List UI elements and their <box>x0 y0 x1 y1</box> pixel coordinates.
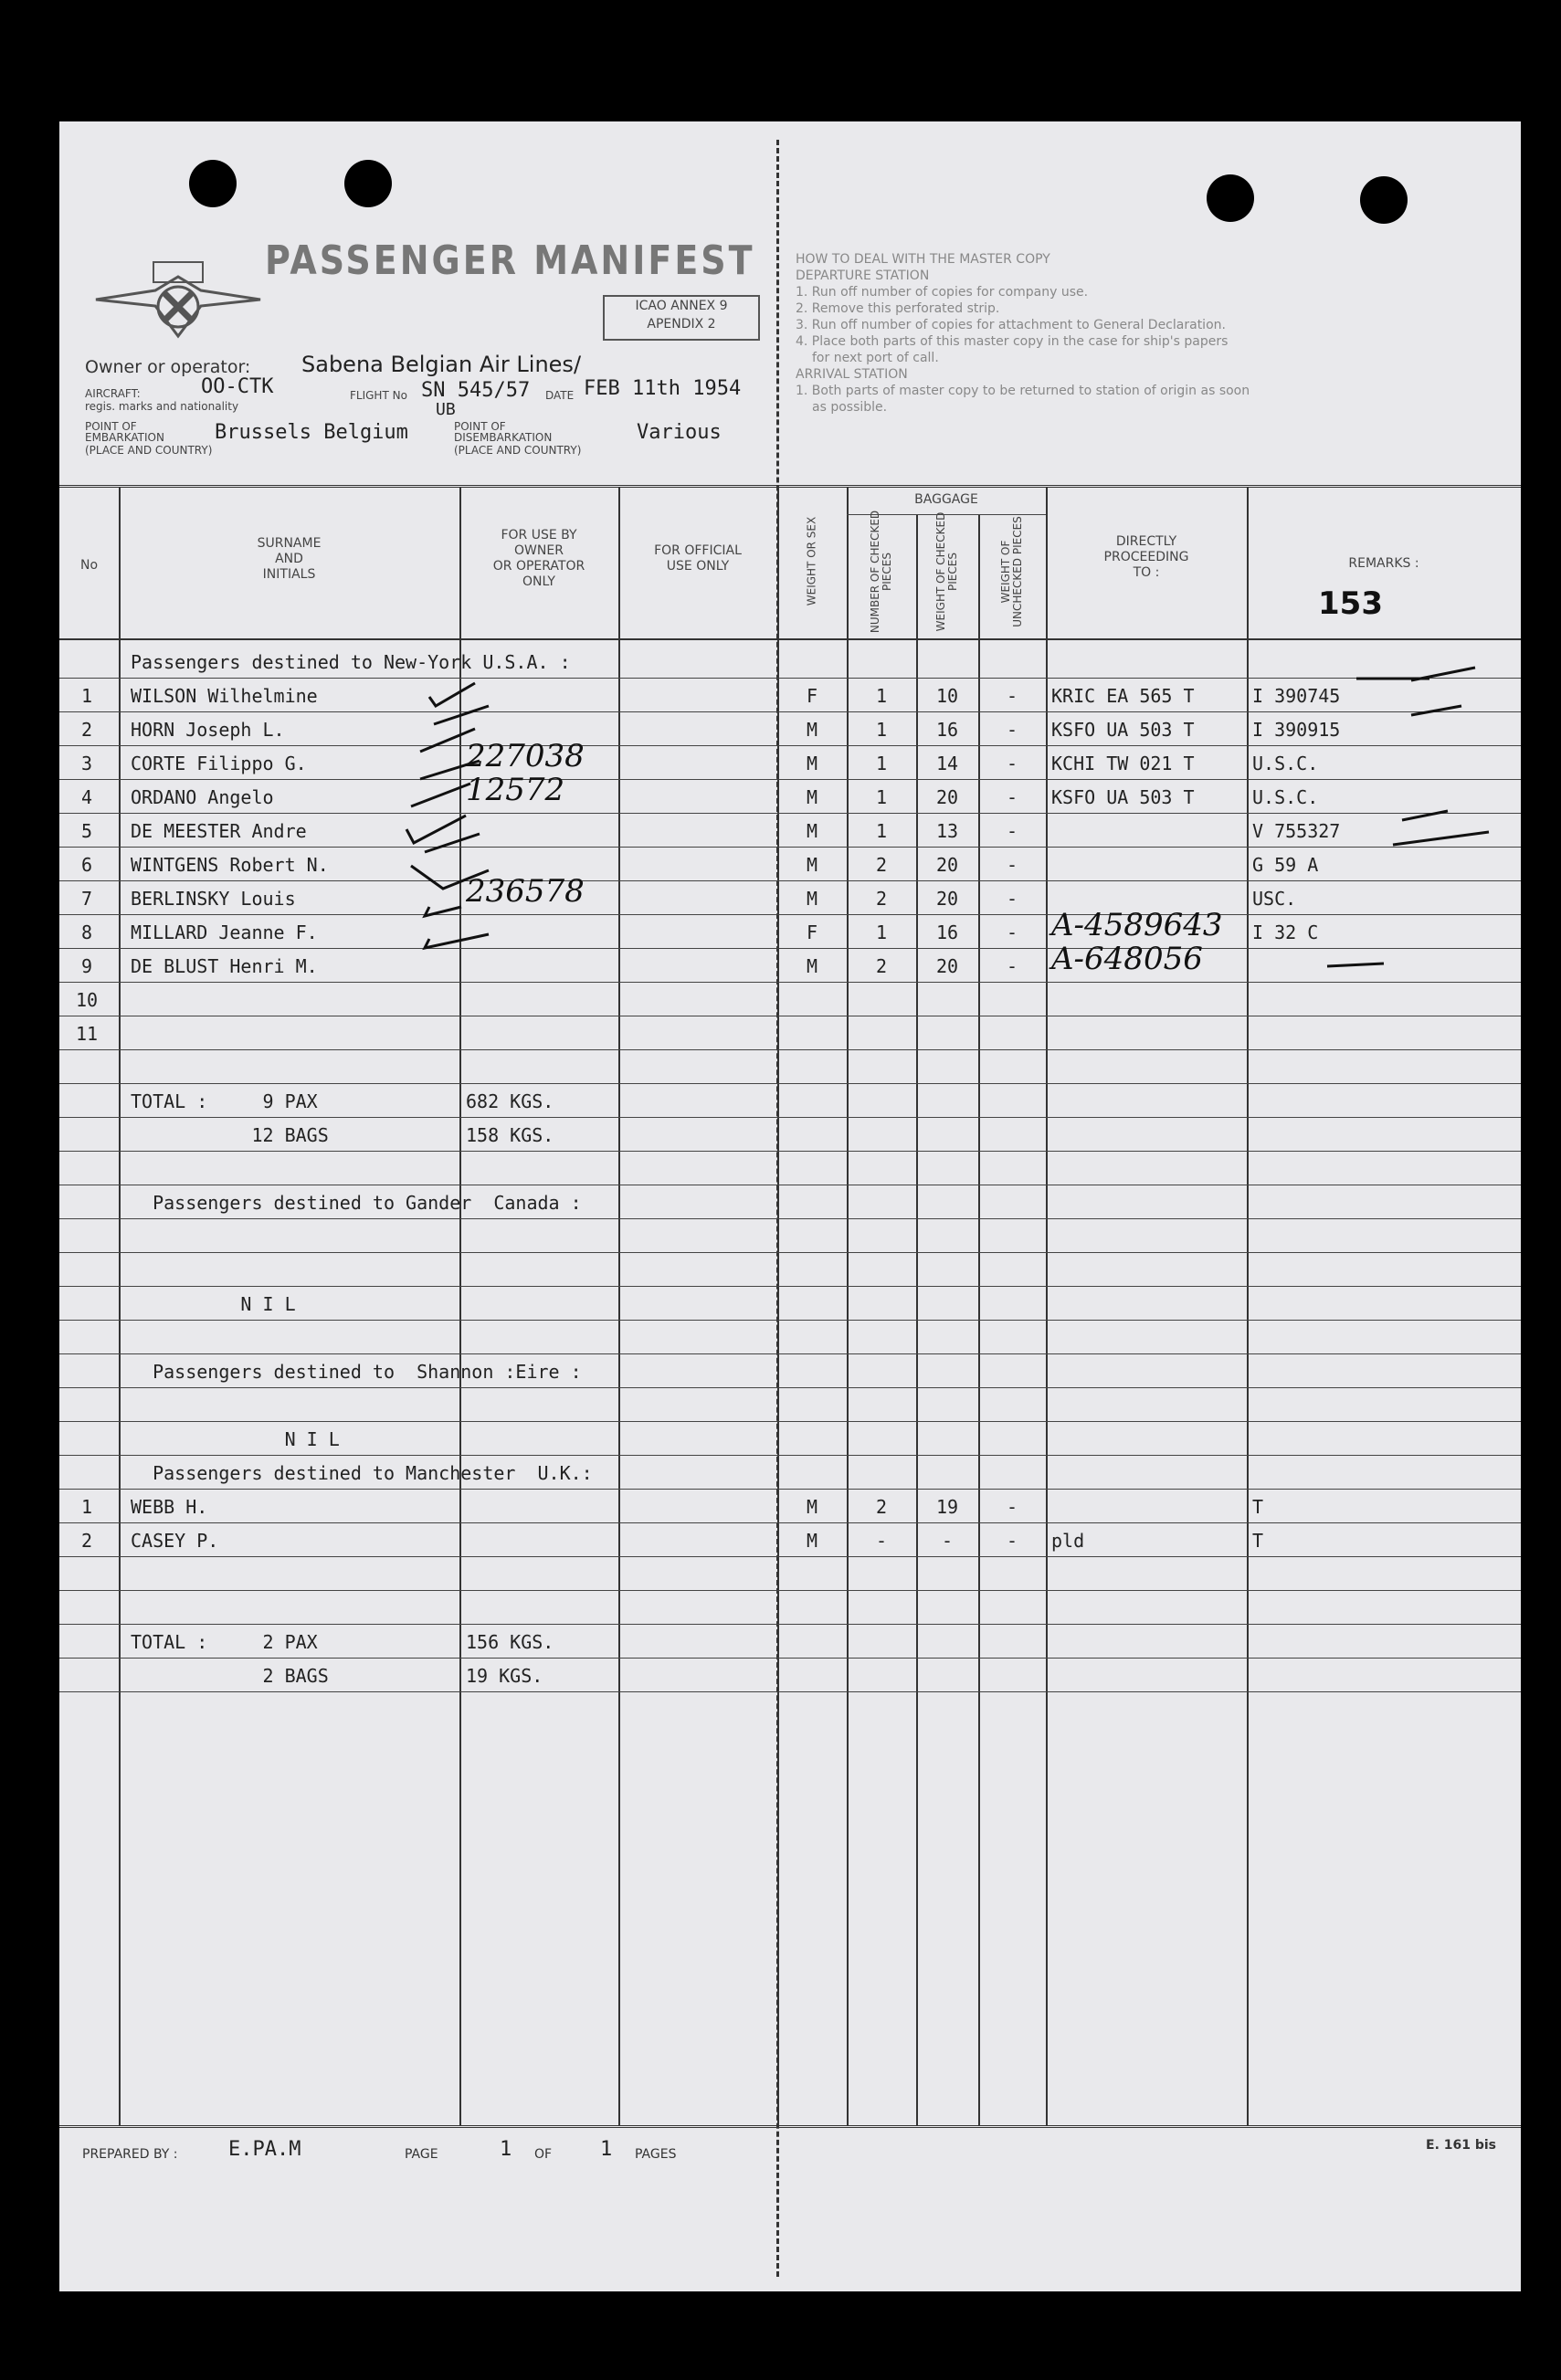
cell-no: 2 <box>80 719 93 741</box>
cell-name: DE MEESTER Andre <box>131 820 307 842</box>
instruction-step: 1. Run off number of copies for company use. <box>796 285 1089 300</box>
cell-unchecked: - <box>1006 1496 1018 1518</box>
cell-pieces: 2 <box>875 888 888 910</box>
cell-proceeding: pld <box>1051 1530 1085 1552</box>
page-label: PAGE <box>405 2147 438 2162</box>
cell-pieces: 1 <box>875 753 888 774</box>
cell-no: 11 <box>75 1023 99 1045</box>
prepared-label: PREPARED BY : <box>82 2147 178 2162</box>
header-line: OWNER <box>514 543 564 558</box>
flight-value: SN 545/57 <box>421 379 531 402</box>
cell-name: WINTGENS Robert N. <box>131 854 329 876</box>
cell-weight: 16 <box>935 921 959 943</box>
col-header-sex: WEIGHT OR SEX <box>805 516 818 606</box>
cell-name: TOTAL : 9 PAX <box>131 1090 318 1112</box>
cell-no: 7 <box>80 888 93 910</box>
cell-name: Passengers destined to Gander Canada : <box>131 1192 582 1214</box>
page-value: 1 <box>500 2138 512 2161</box>
cell-remarks: G 59 A <box>1252 854 1319 876</box>
cell-no: 6 <box>80 854 93 876</box>
cell-weight: 13 <box>935 820 959 842</box>
cell-pieces: 2 <box>875 854 888 876</box>
cell-no: 3 <box>80 753 93 774</box>
instruction-step: 3. Run off number of copies for attachment to General Declaration. <box>796 318 1226 332</box>
cell-unchecked: - <box>1006 719 1018 741</box>
cell-name: ORDANO Angelo <box>131 786 274 808</box>
cell-pieces: 1 <box>875 685 888 707</box>
instruction-step: 4. Place both parts of this master copy in the case for ship's papers <box>796 334 1229 349</box>
cell-weight: 19 <box>935 1496 959 1518</box>
cell-unchecked: - <box>1006 685 1018 707</box>
remarks-number: 153 <box>1318 585 1383 622</box>
instruction-step: as possible. <box>812 400 888 415</box>
instruction-step: 2. Remove this perforated strip. <box>796 301 1000 316</box>
header-line: TO : <box>1133 565 1160 580</box>
embark-label: EMBARKATION <box>85 431 164 444</box>
col-header-remarks: REMARKS : <box>1348 556 1419 571</box>
cell-no: 2 <box>80 1530 93 1552</box>
cell-remarks: T <box>1252 1530 1264 1552</box>
cell-name: WEBB H. <box>131 1496 208 1518</box>
cell-name: 2 BAGS <box>131 1665 329 1687</box>
cell-owner: 158 KGS. <box>466 1124 554 1146</box>
header-line: FOR OFFICIAL <box>654 543 742 558</box>
cell-remarks: I 390915 <box>1252 719 1341 741</box>
cell-name: CASEY P. <box>131 1530 219 1552</box>
cell-sex: M <box>806 888 818 910</box>
icao-line: ICAO ANNEX 9 <box>635 299 728 313</box>
cell-proceeding: KCHI TW 021 T <box>1051 753 1195 774</box>
disembark-value: Various <box>637 421 722 444</box>
cell-sex: M <box>806 753 818 774</box>
col-header-baggage: BAGGAGE <box>914 492 978 507</box>
cell-unchecked: - <box>1006 888 1018 910</box>
cell-name: CORTE Filippo G. <box>131 753 307 774</box>
header-line: DIRECTLY <box>1115 534 1177 549</box>
ub-mark: UB <box>436 400 456 419</box>
cell-owner: 236578 <box>466 873 585 910</box>
cell-weight: 20 <box>935 955 959 977</box>
cell-unchecked: - <box>1006 786 1018 808</box>
departure-heading: DEPARTURE STATION <box>796 269 930 283</box>
cell-name: N I L <box>131 1428 340 1450</box>
manifest-sheet <box>59 121 1521 2291</box>
cell-weight: 20 <box>935 888 959 910</box>
header-line: OR OPERATOR <box>492 559 585 574</box>
cell-sex: M <box>806 820 818 842</box>
cell-owner: 156 KGS. <box>466 1631 554 1653</box>
disembark-label: POINT OF <box>454 420 506 433</box>
cell-no: 1 <box>80 1496 93 1518</box>
cell-weight: 10 <box>935 685 959 707</box>
col-header-weight-unchecked: WEIGHT OF UNCHECKED PIECES <box>999 516 1024 627</box>
cell-name: MILLARD Jeanne F. <box>131 921 318 943</box>
cell-sex: M <box>806 786 818 808</box>
cell-remarks: I 32 C <box>1252 921 1319 943</box>
aircraft-value: OO-CTK <box>201 375 274 398</box>
cell-name: N I L <box>131 1293 296 1315</box>
cell-pieces: 1 <box>875 921 888 943</box>
cell-no: 5 <box>80 820 93 842</box>
cell-name: DE BLUST Henri M. <box>131 955 318 977</box>
cell-no: 4 <box>80 786 93 808</box>
arrival-heading: ARRIVAL STATION <box>796 367 908 382</box>
cell-sex: M <box>806 854 818 876</box>
flight-label: FLIGHT No <box>350 389 407 402</box>
cell-name: 12 BAGS <box>131 1124 329 1146</box>
cell-name: WILSON Wilhelmine <box>131 685 318 707</box>
handwritten-check-marks <box>59 121 1521 2291</box>
cell-owner: 12572 <box>466 772 565 808</box>
cell-pieces: 2 <box>875 1496 888 1518</box>
cell-weight: 16 <box>935 719 959 741</box>
cell-pieces: 1 <box>875 820 888 842</box>
cell-remarks: U.S.C. <box>1252 753 1319 774</box>
instructions-title: HOW TO DEAL WITH THE MASTER COPY <box>796 252 1050 267</box>
cell-sex: M <box>806 1530 818 1552</box>
of-label: OF <box>534 2147 553 2162</box>
cell-pieces: 1 <box>875 786 888 808</box>
cell-owner: 227038 <box>466 738 585 774</box>
header-line: FOR USE BY <box>501 528 577 542</box>
header-line: ONLY <box>522 574 555 589</box>
icao-line: APENDIX 2 <box>647 317 716 332</box>
cell-unchecked: - <box>1006 921 1018 943</box>
embark-sub: (PLACE AND COUNTRY) <box>85 444 213 457</box>
col-header-weight-checked: WEIGHT OF CHECKED PIECES <box>934 511 959 632</box>
cell-owner: 19 KGS. <box>466 1665 543 1687</box>
cell-owner: 682 KGS. <box>466 1090 554 1112</box>
header-line: PROCEEDING <box>1103 550 1189 564</box>
cell-name: Passengers destined to New-York U.S.A. : <box>131 651 571 673</box>
cell-remarks: USC. <box>1252 888 1297 910</box>
form-code: E. 161 bis <box>1426 2138 1497 2153</box>
owner-label: Owner or operator: <box>85 357 251 377</box>
col-header-no: No <box>79 558 99 573</box>
header-line: INITIALS <box>262 567 316 582</box>
cell-proceeding: KRIC EA 565 T <box>1051 685 1195 707</box>
cell-remarks: I 390745 <box>1252 685 1341 707</box>
cell-name: Passengers destined to Shannon :Eire : <box>131 1361 582 1383</box>
header-line: USE ONLY <box>666 559 730 574</box>
cell-remarks: V 755327 <box>1252 820 1341 842</box>
aircraft-label: AIRCRAFT: <box>85 387 141 400</box>
pages-label: PAGES <box>635 2147 677 2162</box>
cell-proceeding: KSFO UA 503 T <box>1051 719 1195 741</box>
cell-name: Passengers destined to Manchester U.K.: <box>131 1462 593 1484</box>
cell-pieces: 2 <box>875 955 888 977</box>
date-label: DATE <box>545 389 575 402</box>
cell-proceeding: KSFO UA 503 T <box>1051 786 1195 808</box>
cell-pieces: - <box>875 1530 888 1552</box>
cell-name: TOTAL : 2 PAX <box>131 1631 318 1653</box>
cell-no: 1 <box>80 685 93 707</box>
col-header-num-checked: NUMBER OF CHECKED PIECES <box>869 510 893 634</box>
aircraft-sub: regis. marks and nationality <box>85 400 239 413</box>
cell-no: 8 <box>80 921 93 943</box>
cell-unchecked: - <box>1006 1530 1018 1552</box>
embark-label: POINT OF <box>85 420 137 433</box>
cell-sex: M <box>806 719 818 741</box>
header-line: SURNAME <box>257 536 322 551</box>
cell-sex: F <box>806 921 818 943</box>
cell-weight: 14 <box>935 753 959 774</box>
disembark-sub: (PLACE AND COUNTRY) <box>454 444 582 457</box>
cell-sex: M <box>806 1496 818 1518</box>
owner-value: Sabena Belgian Air Lines/ <box>301 352 582 377</box>
header-line: AND <box>275 552 303 566</box>
cell-name: BERLINSKY Louis <box>131 888 296 910</box>
cell-weight: - <box>941 1530 954 1552</box>
instruction-step: for next port of call. <box>812 351 939 365</box>
cell-weight: 20 <box>935 854 959 876</box>
cell-sex: M <box>806 955 818 977</box>
cell-pieces: 1 <box>875 719 888 741</box>
cell-weight: 20 <box>935 786 959 808</box>
cell-unchecked: - <box>1006 955 1018 977</box>
page-title: PASSENGER MANIFEST <box>265 237 755 284</box>
cell-remarks: U.S.C. <box>1252 786 1319 808</box>
cell-unchecked: - <box>1006 753 1018 774</box>
cell-unchecked: - <box>1006 854 1018 876</box>
cell-sex: F <box>806 685 818 707</box>
cell-unchecked: - <box>1006 820 1018 842</box>
cell-remarks: T <box>1252 1496 1264 1518</box>
cell-no: 10 <box>75 989 99 1011</box>
cell-no: 9 <box>80 955 93 977</box>
disembark-label: DISEMBARKATION <box>454 431 553 444</box>
prepared-value: E.PA.M <box>228 2138 301 2161</box>
cell-name: HORN Joseph L. <box>131 719 285 741</box>
cell-proceeding: A-648056 <box>1051 941 1203 977</box>
date-value: FEB 11th 1954 <box>584 377 742 400</box>
instruction-step: 1. Both parts of master copy to be returned to station of origin as soon <box>796 384 1250 398</box>
cell-proceeding: A-4589643 <box>1051 907 1223 943</box>
of-value: 1 <box>600 2138 613 2161</box>
embark-value: Brussels Belgium <box>215 421 408 444</box>
